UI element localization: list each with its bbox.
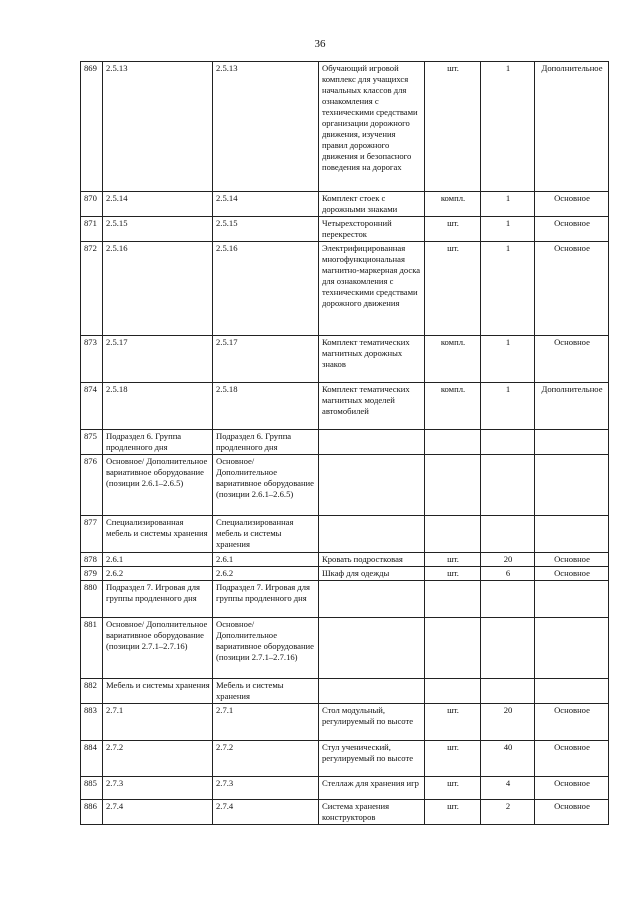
table-cell-number: 871	[81, 217, 103, 242]
table-row	[81, 336, 609, 383]
table-row	[81, 455, 609, 516]
table-cell-quantity	[481, 455, 535, 516]
table-cell-unit: компл.	[425, 383, 481, 430]
table-cell-quantity: 1	[481, 217, 535, 242]
table-cell-unit: шт.	[425, 704, 481, 741]
table-cell-name: Комплект тематических магнитных дорожных знаков	[319, 336, 425, 383]
table-cell-code-alt: Подраздел 6. Группа продленного дня	[213, 430, 319, 455]
table-cell-name	[319, 455, 425, 516]
table-cell-code: 2.6.2	[103, 567, 213, 581]
table-cell-code: Специализированная мебель и системы хранения	[103, 516, 213, 553]
table-cell-unit: шт.	[425, 217, 481, 242]
table-row	[81, 741, 609, 777]
table-cell-name	[319, 430, 425, 455]
table-row	[81, 618, 609, 679]
table-cell-code: 2.7.2	[103, 741, 213, 777]
table-cell-quantity: 40	[481, 741, 535, 777]
table-cell-code: 2.5.14	[103, 192, 213, 217]
table-cell-code: Основное/ Дополнительное вариативное оборудование (позиции 2.7.1–2.7.16)	[103, 618, 213, 679]
table-cell-code-alt: 2.5.13	[213, 62, 319, 192]
table-cell-code-alt: 2.7.2	[213, 741, 319, 777]
table-cell-type: Основное	[535, 242, 609, 336]
table-cell-code: 2.7.4	[103, 800, 213, 825]
table-cell-quantity	[481, 516, 535, 553]
table-cell-code: 2.5.15	[103, 217, 213, 242]
table-cell-name: Кровать подростковая	[319, 553, 425, 567]
table-cell-code-alt: 2.5.16	[213, 242, 319, 336]
table-row	[81, 553, 609, 567]
table-cell-type: Основное	[535, 192, 609, 217]
table-cell-type	[535, 679, 609, 704]
table-row	[81, 777, 609, 800]
table-cell-unit	[425, 618, 481, 679]
table-cell-type: Основное	[535, 777, 609, 800]
table-row	[81, 679, 609, 704]
table-cell-name	[319, 581, 425, 618]
table-cell-code-alt: 2.6.2	[213, 567, 319, 581]
table-row	[81, 242, 609, 336]
table-cell-quantity: 6	[481, 567, 535, 581]
table-cell-code: Подраздел 7. Игровая для группы продленного дня	[103, 581, 213, 618]
table-cell-unit	[425, 430, 481, 455]
table-cell-number: 879	[81, 567, 103, 581]
table-cell-type: Основное	[535, 553, 609, 567]
table-cell-number: 878	[81, 553, 103, 567]
table-cell-code: Подраздел 6. Группа продленного дня	[103, 430, 213, 455]
table-cell-quantity: 1	[481, 192, 535, 217]
equipment-table	[80, 61, 609, 825]
table-cell-code: Мебель и системы хранения	[103, 679, 213, 704]
table-cell-code-alt: 2.7.3	[213, 777, 319, 800]
table-cell-unit: компл.	[425, 192, 481, 217]
table-cell-unit: шт.	[425, 567, 481, 581]
table-cell-unit: шт.	[425, 800, 481, 825]
table-cell-number: 870	[81, 192, 103, 217]
table-cell-number: 875	[81, 430, 103, 455]
table-cell-type	[535, 618, 609, 679]
table-cell-code-alt: Основное/ Дополнительное вариативное оборудование (позиции 2.6.1–2.6.5)	[213, 455, 319, 516]
table-cell-code: Основное/ Дополнительное вариативное оборудование (позиции 2.6.1–2.6.5)	[103, 455, 213, 516]
table-cell-number: 883	[81, 704, 103, 741]
table-cell-type: Основное	[535, 336, 609, 383]
table-cell-unit	[425, 679, 481, 704]
table-cell-name: Стеллаж для хранения игр	[319, 777, 425, 800]
table-cell-code-alt: 2.5.17	[213, 336, 319, 383]
table-cell-name: Стул ученический, регулируемый по высоте	[319, 741, 425, 777]
table-row	[81, 192, 609, 217]
table-cell-number: 873	[81, 336, 103, 383]
table-row	[81, 383, 609, 430]
table-cell-quantity: 1	[481, 62, 535, 192]
table-cell-type: Основное	[535, 800, 609, 825]
table-cell-quantity: 2	[481, 800, 535, 825]
table-cell-unit	[425, 516, 481, 553]
table-cell-name: Система хранения конструкторов	[319, 800, 425, 825]
table-cell-code: 2.5.18	[103, 383, 213, 430]
table-cell-type: Дополнительное	[535, 62, 609, 192]
table-cell-number: 880	[81, 581, 103, 618]
table-cell-unit: шт.	[425, 777, 481, 800]
table-cell-quantity	[481, 581, 535, 618]
table-cell-quantity: 4	[481, 777, 535, 800]
table-cell-name: Стол модульный, регулируемый по высоте	[319, 704, 425, 741]
table-cell-code-alt: 2.7.4	[213, 800, 319, 825]
table-cell-code-alt: 2.6.1	[213, 553, 319, 567]
table-cell-code: 2.7.1	[103, 704, 213, 741]
table-cell-quantity: 1	[481, 336, 535, 383]
table-cell-code: 2.5.17	[103, 336, 213, 383]
table-cell-type: Основное	[535, 217, 609, 242]
table-cell-type	[535, 430, 609, 455]
table-cell-name: Обучающий игровой комплекс для учащихся начальных классов для ознакомления с техническими средствами организации дорожного движения, изучения правил дорожного движения и безопасного поведения на дорогах	[319, 62, 425, 192]
table-cell-code: 2.7.3	[103, 777, 213, 800]
table-cell-code-alt: Мебель и системы хранения	[213, 679, 319, 704]
table-cell-unit: компл.	[425, 336, 481, 383]
table-cell-unit: шт.	[425, 553, 481, 567]
table-cell-type: Дополнительное	[535, 383, 609, 430]
table-cell-type: Основное	[535, 741, 609, 777]
table-cell-quantity: 20	[481, 704, 535, 741]
table-cell-code-alt: 2.7.1	[213, 704, 319, 741]
table-cell-quantity: 1	[481, 383, 535, 430]
table-cell-number: 882	[81, 679, 103, 704]
table-cell-type	[535, 455, 609, 516]
table-cell-number: 881	[81, 618, 103, 679]
table-cell-quantity	[481, 430, 535, 455]
table-cell-unit	[425, 581, 481, 618]
table-cell-code-alt: 2.5.18	[213, 383, 319, 430]
table-row	[81, 704, 609, 741]
table-cell-type: Основное	[535, 704, 609, 741]
table-row	[81, 62, 609, 192]
table-cell-name	[319, 618, 425, 679]
table-cell-number: 884	[81, 741, 103, 777]
table-cell-number: 877	[81, 516, 103, 553]
table-cell-quantity	[481, 679, 535, 704]
table-cell-type	[535, 581, 609, 618]
table-cell-type: Основное	[535, 567, 609, 581]
table-cell-unit: шт.	[425, 242, 481, 336]
table-cell-code: 2.6.1	[103, 553, 213, 567]
table-cell-unit: шт.	[425, 62, 481, 192]
table-cell-number: 869	[81, 62, 103, 192]
table-cell-type	[535, 516, 609, 553]
table-cell-quantity	[481, 618, 535, 679]
table-row	[81, 430, 609, 455]
table-cell-name: Шкаф для одежды	[319, 567, 425, 581]
table-cell-unit: шт.	[425, 741, 481, 777]
table-cell-name: Комплект стоек с дорожными знаками	[319, 192, 425, 217]
table-row	[81, 217, 609, 242]
table-cell-number: 872	[81, 242, 103, 336]
table-row	[81, 581, 609, 618]
table-cell-number: 874	[81, 383, 103, 430]
table-cell-name: Электрифицированная многофункциональная магнитно-маркерная доска для ознакомления с техническими средствами дорожного движения	[319, 242, 425, 336]
table-cell-code-alt: Основное/ Дополнительное вариативное оборудование (позиции 2.7.1–2.7.16)	[213, 618, 319, 679]
table-cell-code: 2.5.16	[103, 242, 213, 336]
table-cell-code-alt: Специализированная мебель и системы хранения	[213, 516, 319, 553]
table-row	[81, 516, 609, 553]
table-cell-code: 2.5.13	[103, 62, 213, 192]
table-cell-name	[319, 679, 425, 704]
table-cell-number: 885	[81, 777, 103, 800]
table-cell-quantity: 1	[481, 242, 535, 336]
table-cell-name	[319, 516, 425, 553]
table-cell-unit	[425, 455, 481, 516]
table-cell-code-alt: Подраздел 7. Игровая для группы продленного дня	[213, 581, 319, 618]
table-cell-number: 876	[81, 455, 103, 516]
table-row	[81, 567, 609, 581]
table-cell-name: Четырехсторонний перекресток	[319, 217, 425, 242]
page-number: 36	[314, 38, 326, 50]
table-row	[81, 800, 609, 825]
table-cell-code-alt: 2.5.15	[213, 217, 319, 242]
table-cell-number: 886	[81, 800, 103, 825]
table-cell-quantity: 20	[481, 553, 535, 567]
table-cell-code-alt: 2.5.14	[213, 192, 319, 217]
table-cell-name: Комплект тематических магнитных моделей автомобилей	[319, 383, 425, 430]
